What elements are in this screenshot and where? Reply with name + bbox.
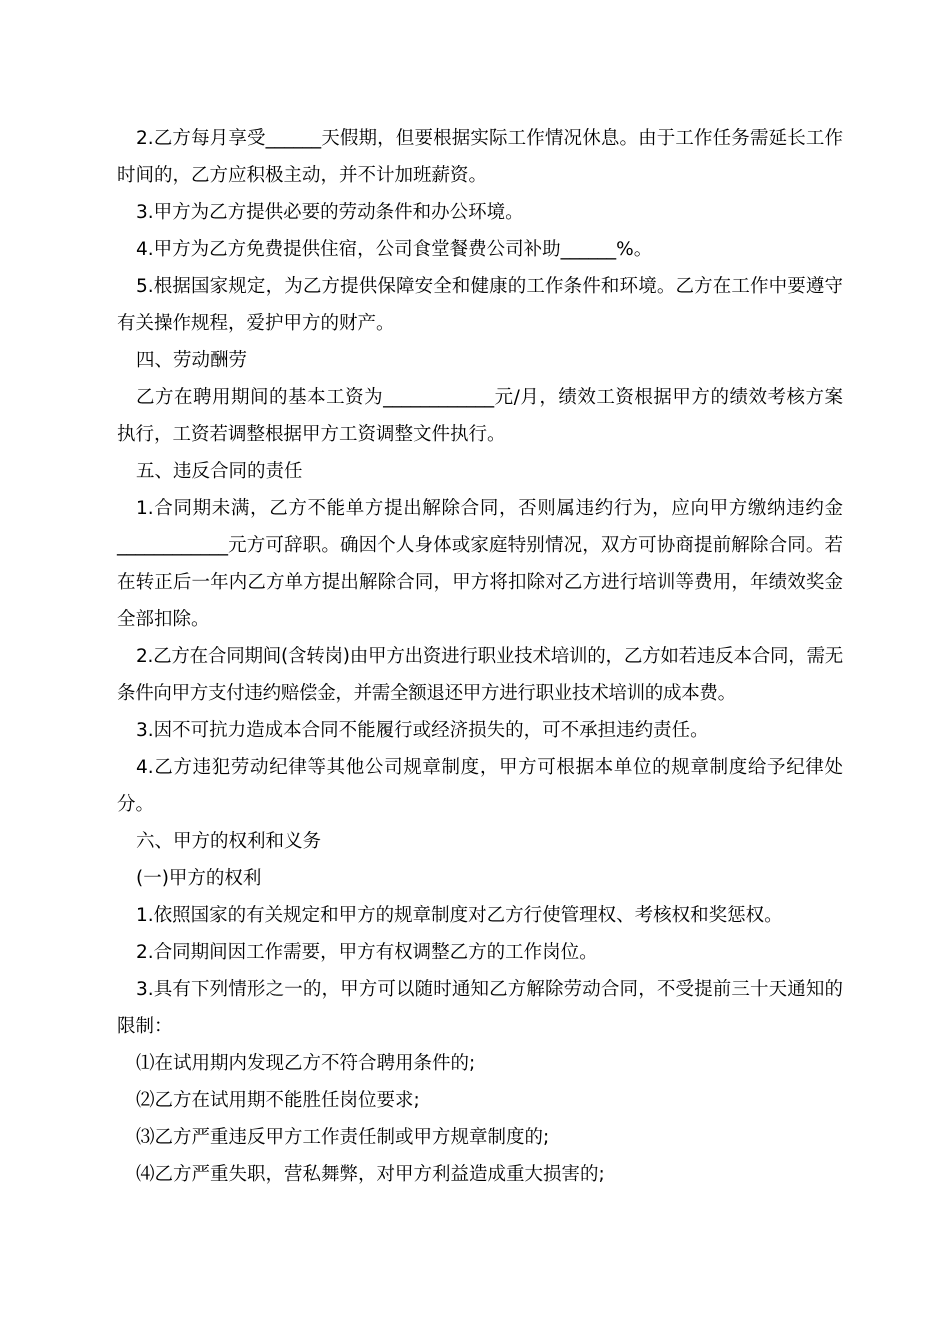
clause-3-working-conditions: 3.甲方为乙方提供必要的劳动条件和办公环境。 [136, 202, 524, 223]
rights-clause-2: 2.合同期间因工作需要，甲方有权调整乙方的工作岗位。 [136, 942, 598, 963]
breach-clause-2: 2.乙方在合同期间(含转岗)由甲方出资进行职业技术培训的，乙方如若违反本合同，需无条件向甲方支付违约赔偿金，并需全额退还甲方进行职业技术培训的成本费。 [117, 646, 843, 704]
breach-clause-4: 4.乙方违犯劳动纪律等其他公司规章制度，甲方可根据本单位的规章制度给予纪律处分。 [117, 757, 843, 815]
breach-clause-1: 1.合同期未满，乙方不能单方提出解除合同，否则属违约行为，应向甲方缴纳违约金____________元方可辞职。确因个人身体或家庭特别情况，双方可协商提前解除合同。若在转正后一年内乙方单方提出解除合同，甲方将扣除对乙方进行培训等费用，年绩效奖金全部扣除。 [117, 498, 843, 630]
termination-item-2: ⑵乙方在试用期不能胜任岗位要求; [136, 1090, 420, 1111]
termination-item-4: ⑷乙方严重失职，营私舞弊，对甲方利益造成重大损害的; [136, 1164, 605, 1185]
subheading-party-a-rights: (一)甲方的权利 [136, 868, 262, 889]
breach-clause-3: 3.因不可抗力造成本合同不能履行或经济损失的，可不承担违约责任。 [136, 720, 709, 741]
rights-clause-3: 3.具有下列情形之一的，甲方可以随时通知乙方解除劳动合同，不受提前三十天通知的限制： [117, 979, 843, 1037]
rights-clause-1: 1.依照国家的有关规定和甲方的规章制度对乙方行使管理权、考核权和奖惩权。 [136, 905, 783, 926]
section-heading-party-a-rights-duties: 六、甲方的权利和义务 [136, 831, 322, 852]
remuneration-text: 乙方在聘用期间的基本工资为____________元/月，绩效工资根据甲方的绩效考核方案执行，工资若调整根据甲方工资调整文件执行。 [117, 387, 843, 445]
clause-5-safety: 5.根据国家规定，为乙方提供保障安全和健康的工作条件和环境。乙方在工作中要遵守有关操作规程，爱护甲方的财产。 [117, 276, 843, 334]
clause-4-accommodation: 4.甲方为乙方免费提供住宿，公司食堂餐费公司补助______%。 [136, 239, 653, 260]
section-heading-breach: 五、违反合同的责任 [136, 461, 303, 482]
clause-2-leave-days: 2.乙方每月享受______天假期，但要根据实际工作情况休息。由于工作任务需延长工作时间的，乙方应积极主动，并不计加班薪资。 [117, 128, 843, 186]
contract-body [117, 120, 843, 1193]
termination-item-1: ⑴在试用期内发现乙方不符合聘用条件的; [136, 1053, 476, 1074]
section-heading-remuneration: 四、劳动酬劳 [136, 350, 248, 371]
termination-item-3: ⑶乙方严重违反甲方工作责任制或甲方规章制度的; [136, 1127, 550, 1148]
